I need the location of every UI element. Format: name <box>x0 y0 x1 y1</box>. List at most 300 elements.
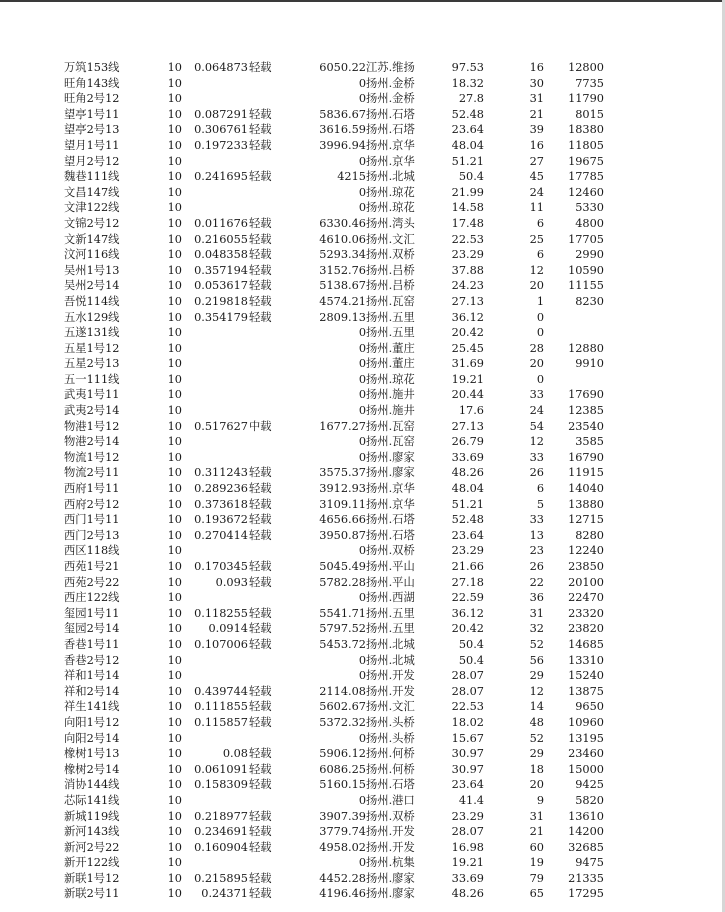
cell-substation: 扬州.京华 <box>366 482 415 496</box>
cell-line-name: 武夷2号14 <box>64 404 120 418</box>
cell-load-status: 轻载 <box>249 248 272 262</box>
cell-line-name: 吴州1号13 <box>64 263 120 277</box>
table-row <box>0 606 725 622</box>
cell-voltage: 10 <box>167 232 182 246</box>
table-row <box>0 668 725 684</box>
cell-user-count: 31 <box>529 809 544 823</box>
cell-total-value: 17705 <box>568 232 604 246</box>
cell-substation: 扬州.开发 <box>366 669 415 683</box>
cell-total-value: 23320 <box>568 606 604 620</box>
cell-voltage: 10 <box>167 263 182 277</box>
cell-substation: 扬州.石塔 <box>366 778 415 792</box>
cell-line-name: 新河2号22 <box>64 840 120 854</box>
cell-user-count: 45 <box>529 170 544 184</box>
cell-length: 97.53 <box>451 61 484 74</box>
cell-voltage: 10 <box>167 216 182 230</box>
cell-length: 23.64 <box>451 528 484 542</box>
cell-voltage: 10 <box>167 684 182 698</box>
cell-user-count: 16 <box>529 138 544 152</box>
cell-capacity: 3912.93 <box>319 482 366 496</box>
cell-total-value: 8015 <box>575 107 604 121</box>
cell-line-name: 文新147线 <box>64 232 120 246</box>
cell-user-count: 11 <box>529 201 544 215</box>
cell-line-name: 新开122线 <box>64 856 120 870</box>
cell-capacity: 3950.87 <box>319 528 366 542</box>
cell-load-rate: 0.215895 <box>194 871 248 885</box>
table-row <box>0 777 725 793</box>
cell-line-name: 西门1号11 <box>64 513 120 527</box>
cell-load-rate: 0.011676 <box>194 216 248 230</box>
cell-load-rate: 0.087291 <box>194 107 248 121</box>
cell-line-name: 五一111线 <box>64 372 120 386</box>
cell-line-name: 新城119线 <box>64 809 120 823</box>
cell-capacity: 5602.67 <box>319 700 366 714</box>
cell-load-rate: 0.517627 <box>194 419 248 433</box>
cell-capacity: 5906.12 <box>319 747 366 761</box>
cell-length: 23.64 <box>451 778 484 792</box>
cell-length: 16.98 <box>451 840 484 854</box>
cell-voltage: 10 <box>167 528 182 542</box>
table-row <box>0 699 725 715</box>
cell-total-value: 17690 <box>568 388 604 402</box>
cell-line-name: 文津122线 <box>64 201 120 215</box>
table-row <box>0 809 725 825</box>
cell-user-count: 16 <box>529 61 544 74</box>
cell-capacity: 0 <box>358 76 366 90</box>
cell-user-count: 79 <box>529 871 544 885</box>
cell-total-value: 12460 <box>568 185 604 199</box>
cell-length: 50.4 <box>458 637 484 651</box>
cell-substation: 扬州.廖家 <box>366 871 415 885</box>
cell-load-rate: 0.118255 <box>194 606 248 620</box>
cell-line-name: 五星2号13 <box>64 357 120 371</box>
cell-substation: 扬州.石塔 <box>366 513 415 527</box>
cell-length: 48.04 <box>451 482 484 496</box>
cell-user-count: 0 <box>536 326 544 340</box>
cell-total-value: 19675 <box>568 154 604 168</box>
table-row <box>0 512 725 528</box>
table-row <box>0 855 725 871</box>
table-row <box>0 278 725 294</box>
cell-capacity: 2809.13 <box>319 310 366 324</box>
table-row <box>0 543 725 559</box>
cell-load-rate: 0.241695 <box>194 170 248 184</box>
cell-load-status: 轻载 <box>249 138 272 152</box>
cell-total-value: 8280 <box>575 528 604 542</box>
cell-substation: 扬州.头桥 <box>366 731 415 745</box>
cell-voltage: 10 <box>167 856 182 870</box>
cell-load-rate: 0.158309 <box>194 778 248 792</box>
table-row <box>0 60 725 76</box>
cell-line-name: 西府2号12 <box>64 497 120 511</box>
cell-length: 48.26 <box>451 887 484 901</box>
cell-capacity: 2114.08 <box>319 684 366 698</box>
cell-load-rate: 0.357194 <box>194 263 248 277</box>
table-row <box>0 216 725 232</box>
cell-total-value: 32685 <box>568 840 604 854</box>
cell-length: 19.21 <box>451 372 484 386</box>
cell-substation: 扬州.琼花 <box>366 372 415 386</box>
cell-load-status: 轻载 <box>249 482 272 496</box>
table-row <box>0 559 725 575</box>
cell-user-count: 0 <box>536 310 544 324</box>
cell-load-rate: 0.193672 <box>194 513 248 527</box>
cell-total-value: 4800 <box>575 216 604 230</box>
cell-length: 23.29 <box>451 809 484 823</box>
cell-voltage: 10 <box>167 466 182 480</box>
cell-length: 19.21 <box>451 856 484 870</box>
cell-line-name: 向阳1号12 <box>64 715 120 729</box>
cell-user-count: 31 <box>529 92 544 106</box>
table-row <box>0 341 725 357</box>
cell-load-status: 轻载 <box>249 637 272 651</box>
cell-capacity: 0 <box>358 544 366 558</box>
cell-load-status: 中载 <box>249 419 272 433</box>
cell-substation: 扬州.开发 <box>366 840 415 854</box>
cell-load-rate: 0.373618 <box>194 497 248 511</box>
cell-load-status: 轻载 <box>249 622 272 636</box>
cell-length: 25.45 <box>451 341 484 355</box>
cell-total-value: 12240 <box>568 544 604 558</box>
cell-voltage: 10 <box>167 482 182 496</box>
table-row <box>0 465 725 481</box>
cell-total-value: 14040 <box>568 482 604 496</box>
table-row <box>0 169 725 185</box>
cell-load-status: 轻载 <box>249 887 272 901</box>
cell-length: 28.07 <box>451 669 484 683</box>
cell-line-name: 向阳2号14 <box>64 731 120 745</box>
cell-capacity: 6086.25 <box>319 762 366 776</box>
cell-total-value: 11790 <box>568 92 604 106</box>
cell-user-count: 24 <box>529 404 544 418</box>
cell-capacity: 0 <box>358 591 366 605</box>
cell-substation: 扬州.琼花 <box>366 185 415 199</box>
cell-length: 15.67 <box>451 731 484 745</box>
cell-line-name: 消协144线 <box>64 778 120 792</box>
cell-capacity: 0 <box>358 653 366 667</box>
cell-capacity: 4610.06 <box>319 232 366 246</box>
table-row <box>0 76 725 92</box>
table-row <box>0 886 725 902</box>
cell-user-count: 9 <box>536 793 544 807</box>
cell-load-status: 轻载 <box>249 560 272 573</box>
cell-load-rate: 0.061091 <box>194 762 248 776</box>
cell-length: 48.04 <box>451 138 484 152</box>
cell-capacity: 3616.59 <box>319 123 366 137</box>
cell-length: 20.44 <box>451 388 484 402</box>
cell-substation: 扬州.西湖 <box>366 591 415 605</box>
cell-total-value: 5330 <box>575 201 604 215</box>
cell-user-count: 6 <box>536 216 544 230</box>
cell-load-rate: 0.093 <box>215 575 248 589</box>
cell-load-rate: 0.053617 <box>194 279 248 293</box>
cell-voltage: 10 <box>167 544 182 558</box>
cell-line-name: 望亭1号11 <box>64 107 120 121</box>
cell-substation: 扬州.施井 <box>366 404 415 418</box>
cell-capacity: 5453.72 <box>319 637 366 651</box>
table-row <box>0 824 725 840</box>
cell-user-count: 12 <box>529 263 544 277</box>
cell-line-name: 香巷1号11 <box>64 637 120 651</box>
cell-load-rate: 0.08 <box>222 747 248 761</box>
cell-capacity: 0 <box>358 372 366 386</box>
cell-voltage: 10 <box>167 92 182 106</box>
cell-load-rate: 0.115857 <box>194 715 248 729</box>
table-row <box>0 403 725 419</box>
cell-total-value: 9910 <box>575 357 604 371</box>
cell-load-rate: 0.160904 <box>194 840 248 854</box>
cell-capacity: 3109.11 <box>319 497 366 511</box>
cell-length: 27.8 <box>458 92 484 106</box>
cell-load-rate: 0.439744 <box>194 684 248 698</box>
table-row <box>0 91 725 107</box>
cell-substation: 扬州.开发 <box>366 684 415 698</box>
cell-voltage: 10 <box>167 700 182 714</box>
cell-load-status: 轻载 <box>249 871 272 885</box>
cell-user-count: 48 <box>529 715 544 729</box>
cell-user-count: 12 <box>529 684 544 698</box>
cell-substation: 扬州.金桥 <box>366 76 415 90</box>
cell-total-value: 23820 <box>568 622 604 636</box>
cell-user-count: 20 <box>529 279 544 293</box>
cell-user-count: 65 <box>529 887 544 901</box>
cell-length: 41.4 <box>458 793 484 807</box>
cell-line-name: 旺角2号12 <box>64 92 120 106</box>
cell-line-name: 西门2号13 <box>64 528 120 542</box>
cell-total-value: 13880 <box>568 497 604 511</box>
table-row <box>0 434 725 450</box>
cell-load-rate: 0.170345 <box>194 560 248 573</box>
cell-voltage: 10 <box>167 747 182 761</box>
cell-length: 48.26 <box>451 466 484 480</box>
cell-voltage: 10 <box>167 825 182 839</box>
cell-voltage: 10 <box>167 294 182 308</box>
cell-user-count: 52 <box>529 637 544 651</box>
cell-substation: 扬州.吕桥 <box>366 263 415 277</box>
cell-user-count: 36 <box>529 591 544 605</box>
cell-total-value: 14685 <box>568 637 604 651</box>
cell-length: 14.58 <box>451 201 484 215</box>
cell-load-status: 轻载 <box>249 232 272 246</box>
cell-voltage: 10 <box>167 388 182 402</box>
cell-total-value: 3585 <box>575 435 604 449</box>
cell-load-rate: 0.107006 <box>194 637 248 651</box>
cell-capacity: 0 <box>358 357 366 371</box>
cell-length: 51.21 <box>451 497 484 511</box>
cell-substation: 扬州.施井 <box>366 388 415 402</box>
cell-length: 20.42 <box>451 622 484 636</box>
cell-load-rate: 0.218977 <box>194 809 248 823</box>
cell-line-name: 橡树1号13 <box>64 747 120 761</box>
table-row <box>0 154 725 170</box>
cell-total-value: 7735 <box>575 76 604 90</box>
cell-total-value: 5820 <box>575 793 604 807</box>
cell-voltage: 10 <box>167 170 182 184</box>
cell-line-name: 香巷2号12 <box>64 653 120 667</box>
cell-load-status: 轻载 <box>249 825 272 839</box>
cell-line-name: 西苑1号21 <box>64 560 120 573</box>
cell-substation: 扬州.琼花 <box>366 201 415 215</box>
cell-voltage: 10 <box>167 61 182 74</box>
cell-capacity: 0 <box>358 201 366 215</box>
cell-load-status: 轻载 <box>249 294 272 308</box>
cell-total-value: 18380 <box>568 123 604 137</box>
cell-substation: 扬州.何桥 <box>366 747 415 761</box>
page-top-border <box>0 0 725 2</box>
cell-line-name: 祥和1号14 <box>64 669 120 683</box>
cell-line-name: 魏巷111线 <box>64 170 120 184</box>
table-row <box>0 731 725 747</box>
cell-length: 26.79 <box>451 435 484 449</box>
cell-substation: 扬州.瓦窑 <box>366 435 415 449</box>
cell-capacity: 3575.37 <box>319 466 366 480</box>
cell-voltage: 10 <box>167 404 182 418</box>
table-row <box>0 372 725 388</box>
cell-load-status: 轻载 <box>249 263 272 277</box>
cell-user-count: 29 <box>529 669 544 683</box>
cell-substation: 扬州.北城 <box>366 170 415 184</box>
cell-user-count: 5 <box>536 497 544 511</box>
cell-line-name: 橡树2号14 <box>64 762 120 776</box>
cell-capacity: 5797.52 <box>319 622 366 636</box>
cell-substation: 江苏.维扬 <box>366 61 415 74</box>
cell-voltage: 10 <box>167 840 182 854</box>
cell-length: 33.69 <box>451 871 484 885</box>
cell-load-status: 轻载 <box>249 497 272 511</box>
table-row <box>0 497 725 513</box>
table-row <box>0 621 725 637</box>
cell-total-value: 22470 <box>568 591 604 605</box>
cell-voltage: 10 <box>167 201 182 215</box>
cell-capacity: 4215 <box>337 170 366 184</box>
cell-load-status: 轻载 <box>249 123 272 137</box>
cell-substation: 扬州.廖家 <box>366 466 415 480</box>
cell-voltage: 10 <box>167 185 182 199</box>
cell-length: 18.02 <box>451 715 484 729</box>
cell-line-name: 物流1号12 <box>64 450 120 464</box>
cell-length: 23.64 <box>451 123 484 137</box>
cell-total-value: 14200 <box>568 825 604 839</box>
cell-capacity: 5372.32 <box>319 715 366 729</box>
cell-voltage: 10 <box>167 450 182 464</box>
cell-load-rate: 0.197233 <box>194 138 248 152</box>
cell-capacity: 5160.15 <box>319 778 366 792</box>
cell-user-count: 27 <box>529 154 544 168</box>
cell-user-count: 23 <box>529 544 544 558</box>
cell-total-value: 8230 <box>575 294 604 308</box>
cell-load-status: 轻载 <box>249 216 272 230</box>
cell-capacity: 0 <box>358 731 366 745</box>
cell-line-name: 玺园1号11 <box>64 606 120 620</box>
cell-line-name: 新河143线 <box>64 825 120 839</box>
cell-substation: 扬州.京华 <box>366 154 415 168</box>
cell-capacity: 0 <box>358 856 366 870</box>
table-row <box>0 684 725 700</box>
table-row <box>0 138 725 154</box>
cell-voltage: 10 <box>167 560 182 573</box>
cell-capacity: 0 <box>358 404 366 418</box>
cell-load-status: 轻载 <box>249 513 272 527</box>
cell-load-status: 轻载 <box>249 778 272 792</box>
table-row <box>0 325 725 341</box>
cell-user-count: 60 <box>529 840 544 854</box>
cell-capacity: 0 <box>358 154 366 168</box>
cell-substation: 扬州.何桥 <box>366 762 415 776</box>
cell-length: 17.48 <box>451 216 484 230</box>
cell-user-count: 29 <box>529 747 544 761</box>
cell-total-value: 10590 <box>568 263 604 277</box>
table-row <box>0 653 725 669</box>
cell-load-rate: 0.0914 <box>208 622 248 636</box>
cell-length: 30.97 <box>451 762 484 776</box>
cell-substation: 扬州.石塔 <box>366 528 415 542</box>
cell-user-count: 1 <box>536 294 544 308</box>
cell-length: 27.13 <box>451 419 484 433</box>
cell-voltage: 10 <box>167 871 182 885</box>
table-row <box>0 450 725 466</box>
cell-voltage: 10 <box>167 341 182 355</box>
cell-total-value: 13610 <box>568 809 604 823</box>
cell-line-name: 旺角143线 <box>64 76 120 90</box>
cell-load-status: 轻载 <box>249 840 272 854</box>
table-row <box>0 310 725 326</box>
table-row <box>0 528 725 544</box>
cell-line-name: 文锦2号12 <box>64 216 120 230</box>
cell-line-name: 新联1号12 <box>64 871 120 885</box>
cell-total-value: 11915 <box>568 466 604 480</box>
cell-substation: 扬州.石塔 <box>366 123 415 137</box>
cell-line-name: 望月1号11 <box>64 138 120 152</box>
cell-substation: 扬州.吕桥 <box>366 279 415 293</box>
cell-voltage: 10 <box>167 637 182 651</box>
cell-total-value: 13195 <box>568 731 604 745</box>
cell-total-value: 9650 <box>575 700 604 714</box>
cell-total-value: 23850 <box>568 560 604 573</box>
cell-voltage: 10 <box>167 279 182 293</box>
cell-capacity: 4958.02 <box>319 840 366 854</box>
cell-voltage: 10 <box>167 809 182 823</box>
cell-line-name: 祥和2号14 <box>64 684 120 698</box>
table-row <box>0 762 725 778</box>
table-row <box>0 793 725 809</box>
cell-load-rate: 0.219818 <box>194 294 248 308</box>
cell-length: 36.12 <box>451 310 484 324</box>
cell-length: 37.88 <box>451 263 484 277</box>
cell-load-rate: 0.289236 <box>194 482 248 496</box>
cell-length: 21.99 <box>451 185 484 199</box>
cell-length: 24.23 <box>451 279 484 293</box>
table-row <box>0 247 725 263</box>
cell-voltage: 10 <box>167 107 182 121</box>
cell-total-value: 21335 <box>568 871 604 885</box>
cell-capacity: 6330.46 <box>319 216 366 230</box>
table-row <box>0 715 725 731</box>
cell-user-count: 30 <box>529 76 544 90</box>
cell-user-count: 25 <box>529 232 544 246</box>
cell-voltage: 10 <box>167 669 182 683</box>
cell-voltage: 10 <box>167 138 182 152</box>
cell-substation: 扬州.五里 <box>366 326 415 340</box>
cell-substation: 扬州.湾头 <box>366 216 415 230</box>
cell-user-count: 21 <box>529 825 544 839</box>
cell-total-value: 12715 <box>568 513 604 527</box>
cell-capacity: 4452.28 <box>319 871 366 885</box>
cell-capacity: 5045.49 <box>319 560 366 573</box>
cell-total-value: 17295 <box>568 887 604 901</box>
cell-voltage: 10 <box>167 310 182 324</box>
cell-load-rate: 0.111855 <box>194 700 248 714</box>
cell-line-name: 西府1号11 <box>64 482 120 496</box>
